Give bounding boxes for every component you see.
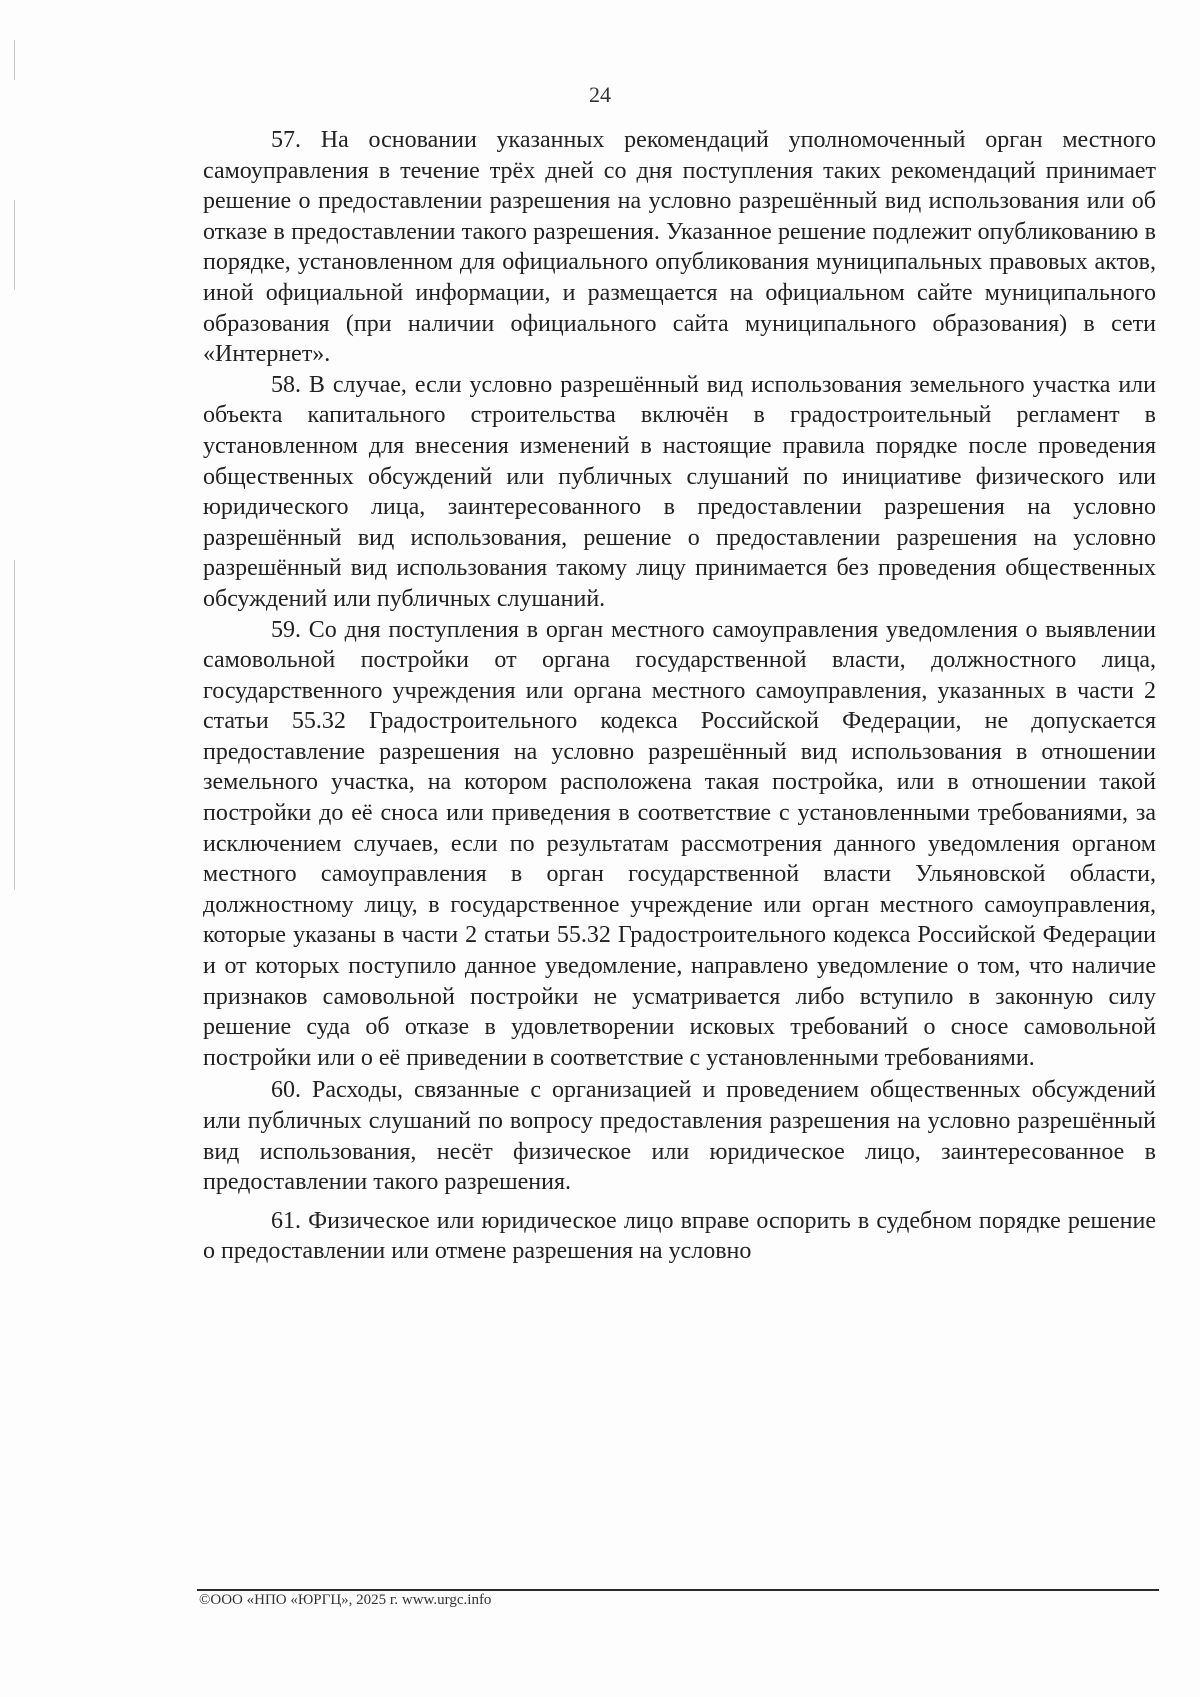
page-number: 24 xyxy=(589,82,611,107)
scan-artifact xyxy=(14,40,15,80)
paragraph-60: 60. Расходы, связанные с организацией и проведением общественных обсуждений или публичных слушаний по вопросу предоставления разрешения на условно разрешённый вид использования, несёт физическое или юридическое лицо, заинтересованное в предоставлении такого разрешения. xyxy=(203,1077,1156,1196)
scan-artifact xyxy=(14,200,15,290)
scan-artifact xyxy=(14,560,15,890)
document-body xyxy=(203,125,1156,1267)
footer-divider xyxy=(197,1589,1159,1591)
paragraph-57: 57. На основании указанных рекомендаций уполномоченный орган местного самоуправления в течение трёх дней со дня поступления таких рекомендаций принимает решение о предоставлении разрешения на условно разрешённый вид использования или об отказе в предоставлении такого разрешения. Указанное решение подлежит опубликованию в порядке, установленном для официального опубликования муниципальных правовых актов, иной официальной информации, и размещается на официальном сайте муниципального образования (при наличии официального сайта муниципального образования) в сети «Интернет». xyxy=(203,127,1156,368)
footer-copyright: ©ООО «НПО «ЮРГЦ», 2025 г. www.urgc.info xyxy=(199,1592,492,1608)
paragraph-58: 58. В случае, если условно разрешённый вид использования земельного участка или объекта капитального строительства включён в градостроительный регламент в установленном для внесения изменений в настоящие правила порядке после проведения общественных обсуждений или публичных слушаний по инициативе физического или юридического лица, заинтересованного в предоставлении разрешения на условно разрешённый вид использования, решение о предоставлении разрешения на условно разрешённый вид использования такому лицу принимается без проведения общественных обсуждений или публичных слушаний. xyxy=(203,371,1156,612)
paragraph-61: 61. Физическое или юридическое лицо вправе оспорить в судебном порядке решение о предоставлении или отмене разрешения на условно xyxy=(203,1207,1156,1265)
paragraph-59: 59. Со дня поступления в орган местного самоуправления уведомления о выявлении самовольной постройки от органа государственной власти, должностного лица, государственного учреждения или органа местного самоуправления, указанных в части 2 статьи 55.32 Градостроительного кодекса Российской Федерации, не допускается предоставление разрешения на условно разрешённый вид использования в отношении земельного участка, на котором расположена такая постройка, или в отношении такой постройки до её сноса или приведения в соответствие с установленными требованиями, за исключением случаев, если по результатам рассмотрения данного уведомления органом местного самоуправления в орган государственной власти Ульяновской области, должностному лицу, в государственное учреждение или орган местного самоуправления, которые указаны в части 2 статьи 55.32 Градостроительного кодекса Российской Федерации и от которых поступило данное уведомление, направлено уведомление о том, что наличие признаков самовольной постройки не усматривается либо вступило в законную силу решение суда об отказе в удовлетворении исковых требований о сносе самовольной постройки или о её приведении в соответствие с установленными требованиями. xyxy=(203,616,1156,1071)
